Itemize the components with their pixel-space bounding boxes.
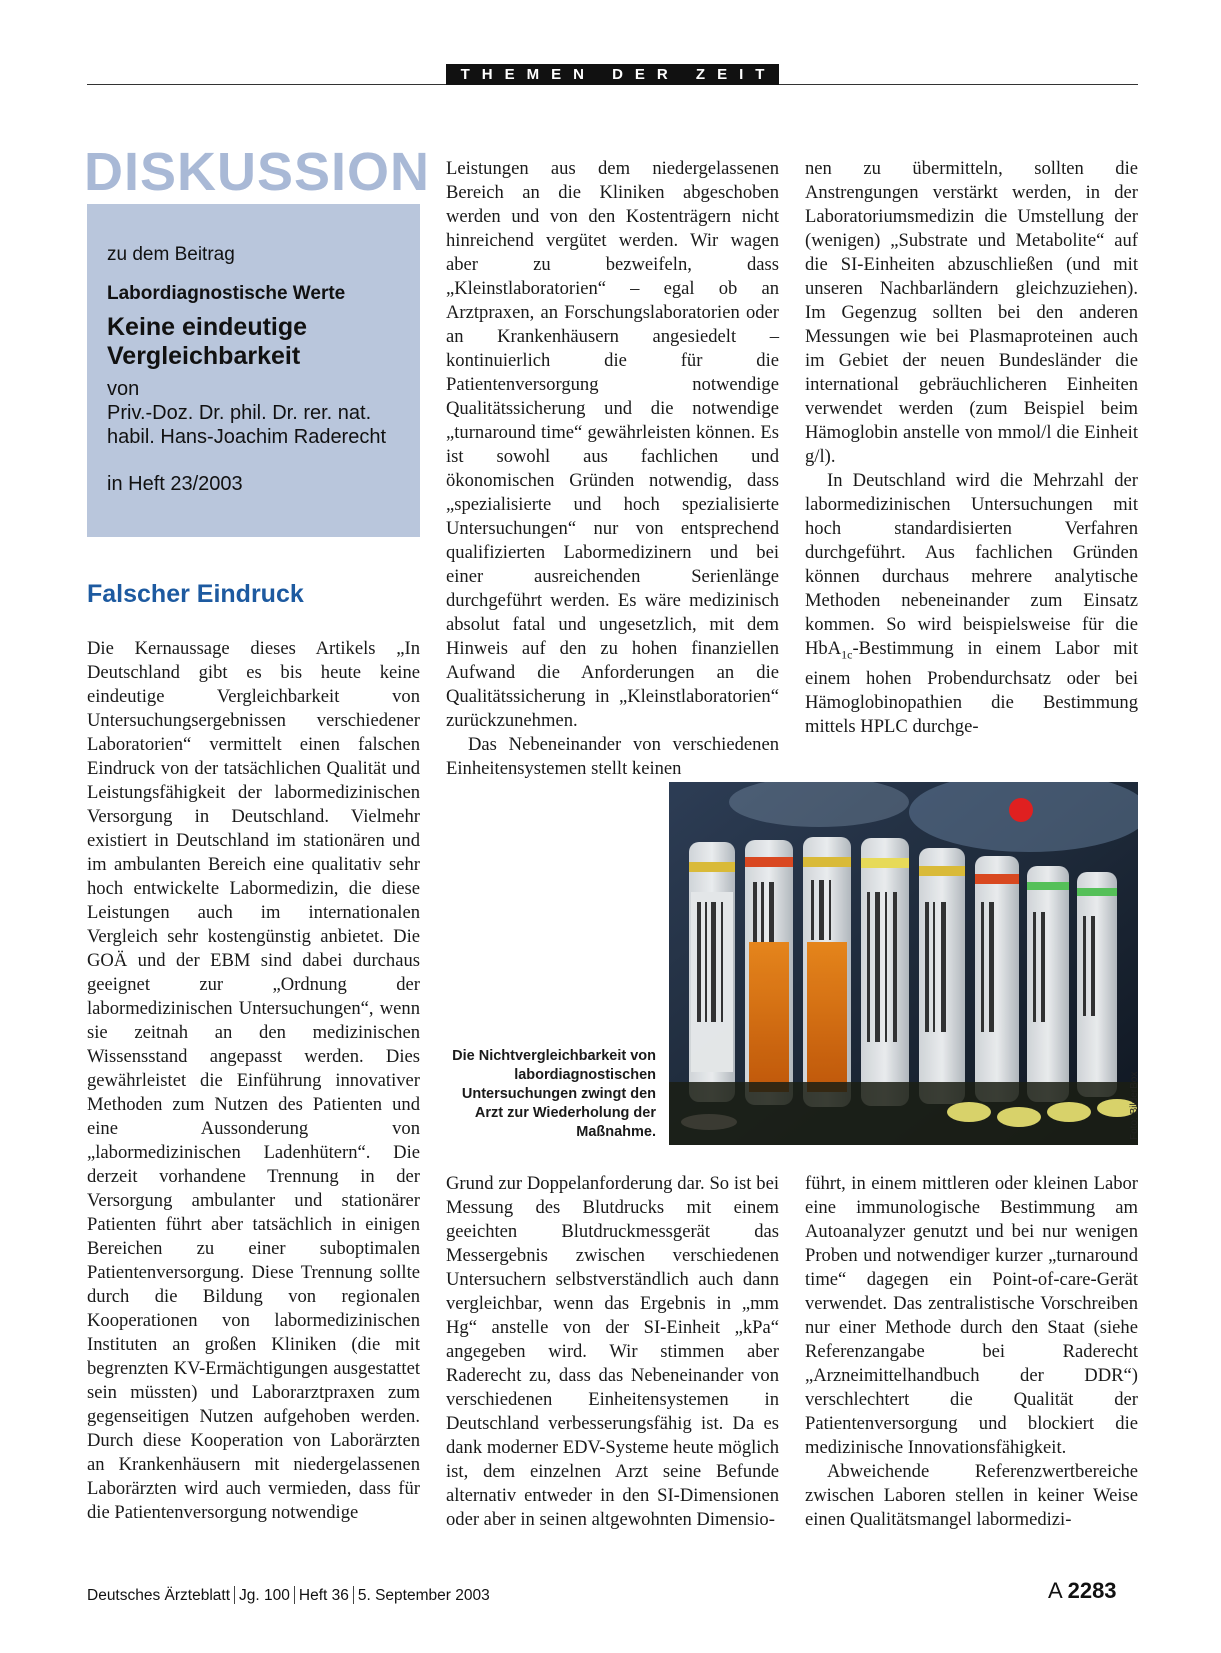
lab-tubes-photo (669, 782, 1138, 1145)
paragraph: führt, in einem mittleren oder kleinen Labor eine immunologische Bestimmung am Autoanalyzer genutzt und bei nur wenigen Proben und notwendiger kurzer „turnaround time“ dagegen ein Point-of-care-Gerät verwendet. Das zentralistische Vorschreiben nur einer Methode durch den Staat (siehe Referenzangabe bei Raderecht „Arzneimittelhandbuch der DDR“) verschlechtert die Qualität der Patientenversorgung und blockiert die medizinische Innovationsfähigkeit. (805, 1173, 1138, 1458)
column-3-top (805, 157, 1138, 739)
page-number-value: 2283 (1067, 1578, 1117, 1603)
section-label: THEMEN DER ZEIT (446, 64, 779, 85)
column-1 (87, 637, 420, 1525)
volume: Jg. 100 (239, 1587, 290, 1604)
journal-name: Deutsches Ärzteblatt (87, 1587, 231, 1604)
page-number (1048, 1578, 1117, 1604)
paragraph (805, 469, 1138, 739)
column-3-bottom (805, 1172, 1138, 1532)
discussion-von: von (107, 378, 140, 400)
photo-credit: Foto: BilderBox (1129, 1071, 1140, 1140)
date: 5. September 2003 (357, 1587, 490, 1604)
page-prefix: A (1048, 1578, 1062, 1603)
separator (353, 1586, 354, 1604)
discussion-intro: zu dem Beitrag (107, 244, 235, 265)
column-2-bottom (446, 1172, 779, 1532)
issue: Heft 36 (298, 1587, 349, 1604)
text-run: -Bestimmung in einem Labor mit einem hohen Probendurchsatz oder bei Hämoglobinopathien die Bestimmung mittels HPLC durchge- (805, 638, 1138, 737)
discussion-author: Priv.-Doz. Dr. phil. Dr. rer. nat. habil. Hans-Joachim Raderecht (107, 402, 387, 448)
discussion-headline: Keine eindeutige Vergleichbarkeit (107, 313, 308, 370)
separator (294, 1586, 295, 1604)
photo-caption: Die Nichtvergleichbarkeit von labordiagnostischen Untersuchungen zwingt den Arzt zur Wiederholung der Maßnahme. (452, 1048, 656, 1140)
discussion-issue: in Heft 23/2003 (107, 473, 243, 495)
discussion-kicker: Labordiagnostische Werte (107, 283, 346, 304)
paragraph: Die Kernaussage dieses Artikels „In Deutschland gibt es bis heute keine eindeutige Vergleichbarkeit von Untersuchungsergebnissen verschiedener Laboratorien“ vermittelt einen falschen Eindruck von der tatsächlichen Qualität und Leistungsfähigkeit der labormedizinischen Versorgung in Deutschland. Vielmehr existiert in Deutschland im stationären und im ambulanten Bereich eine qualitativ sehr hoch entwickelte Labormedizin, die diese Leistungen auch im internationalen Vergleich sehr kostengünstig anbietet. Die GOÄ und der EBM sind dabei durchaus geeignet zur „Ordnung der labormedizinischen Untersuchungen“, wenn sie zeitnah an den medizinischen Wissensstand angepasst werden. Dies gewährleistet die Einführung innovativer Methoden zum Nutzen des Patienten und eine Aussonderung von „labormedizinischen Ladenhütern“. Die derzeit vorhandene Trennung in der Versorgung ambulanter und stationärer Patienten führt aber tatsächlich in einigen Bereichen zu einer suboptimalen Patientenversorgung. Diese Trennung sollte durch die Bildung von regionalen Kooperationen von labormedizinischen Instituten an großen Kliniken (die mit begrenzten KV-Ermächtigungen ausgestattet sein müssten) und Laborarztpraxen zum gegenseitigen Nutzen aufgehoben werden. Durch diese Kooperation von Laborärzten an Krankenhäusern mit niedergelassenen Laborärzten wird auch vermieden, dass für die Patientenversorgung notwendige (87, 638, 420, 1523)
section-heading: Falscher Eindruck (87, 580, 304, 608)
subscript: 1c (841, 647, 853, 662)
column-2-top (446, 157, 779, 781)
text-run: In Deutschland wird die Mehrzahl der labormedizinischen Untersuchungen mit hoch standardisierten Verfahren durchgeführt. Aus fachlichen Gründen können durchaus mehrere analytische Methoden nebeneinander zum Einsatz kommen. So wird beispielsweise für die HbA (805, 470, 1138, 659)
paragraph: nen zu übermitteln, sollten die Anstrengungen verstärkt werden, in der Laboratoriumsmedizin die Umstellung der (wenigen) „Substrate und Metabolite“ auf die SI-Einheiten abzuschließen (und mit unseren Nachbarländern gleichzuziehen). Im Gegenzug sollten bei den anderen Messungen wie bei Plasmaproteinen auch im Gebiet der neuen Bundesländer die international gebräuchlicheren Einheiten verwendet werden (zum Beispiel beim Hämoglobin anstelle von mmol/l die Einheit g/l). (805, 158, 1138, 467)
discussion-title: DISKUSSION (84, 142, 431, 202)
paragraph: Das Nebeneinander von verschiedenen Einheitensystemen stellt keinen (446, 734, 779, 779)
separator (234, 1586, 235, 1604)
paragraph: Leistungen aus dem niedergelassenen Bereich an die Kliniken abgeschoben werden und von den Kostenträgern nicht hinreichend vergütet werden. Wir wagen aber zu bezweifeln, dass „Kleinstlaboratorien“ – egal ob an Arztpraxen, an Forschungslaboratorien oder an Krankenhäusern angesiedelt – kontinuierlich die für die Patientenversorgung notwendige Qualitätssicherung und die notwendige „turnaround time“ gewährleisten können. Es ist sowohl aus fachlichen und ökonomischen Gründen notwendig, dass „spezialisierte und hoch spezialisierte Untersuchungen“ nur von entsprechend qualifizierten Labormedizinern und bei einer ausreichenden Serienlänge durchgeführt werden. Es wäre medizinisch absolut fatal und ungesetzlich, mit dem Hinweis auf den zu hohen finanziellen Aufwand die Anforderungen an die Qualitätssicherung in „Kleinstlaboratorien“ zurückzunehmen. (446, 158, 779, 731)
paragraph: Grund zur Doppelanforderung dar. So ist bei Messung des Blutdrucks mit einem geeichten Blutdruckmessgerät das Messergebnis zwischen verschiedenen Untersuchern selbstverständlich auch dann vergleichbar, wenn das Ergebnis in „mm Hg“ anstelle von der SI-Einheit „kPa“ angegeben wird. Wir stimmen aber Raderecht zu, dass das Nebeneinander von verschiedenen Einheitensystemen in Deutschland verbesserungsfähig ist. Da es dank moderner EDV-Systeme heute möglich ist, dem einzelnen Arzt seine Befunde alternativ entweder in den SI-Dimensionen oder aber in seinen altgewohnten Dimensio- (446, 1173, 779, 1530)
paragraph: Abweichende Referenzwertbereiche zwischen Laboren stellen in keiner Weise einen Qualitätsmangel labormedizi- (805, 1461, 1138, 1530)
footer-citation (87, 1586, 490, 1605)
